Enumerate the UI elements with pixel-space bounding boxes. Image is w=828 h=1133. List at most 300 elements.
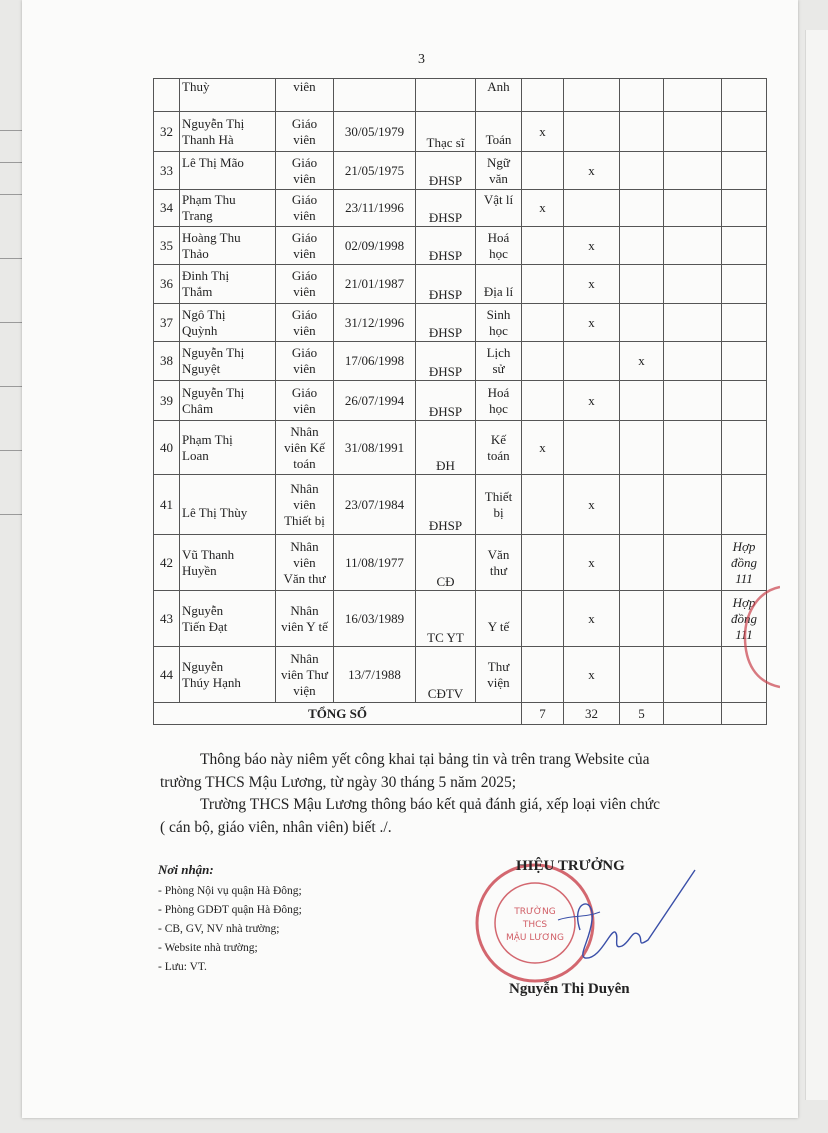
cell-mark-3 — [620, 79, 664, 112]
cell-role-line: viên — [293, 208, 316, 223]
cell-name-line: Phạm Thu — [182, 192, 236, 207]
cell-mark-3: x — [620, 342, 664, 381]
cell-note-line: 111 — [735, 570, 753, 586]
cell-mark-3 — [620, 535, 664, 591]
cell-no: 33 — [154, 152, 180, 190]
cell-role-line: viên — [293, 284, 316, 299]
cell-dob: 17/06/1998 — [334, 342, 416, 381]
cell-role-line: Giáo — [291, 115, 318, 131]
cell-role — [276, 381, 334, 421]
cell-role-line: viên Thư — [281, 666, 328, 682]
cell-note-line — [724, 171, 764, 187]
cell-note-line — [724, 361, 764, 377]
table-row — [154, 227, 767, 265]
cell-subject-line — [478, 95, 519, 111]
cell-role-line — [278, 95, 331, 111]
cell-dob: 23/07/1984 — [334, 475, 416, 535]
cell-mark-1 — [522, 152, 564, 190]
cell-role — [276, 475, 334, 535]
cell-degree — [416, 79, 476, 112]
cell-subject — [476, 475, 522, 535]
cell-dob: 21/05/1975 — [334, 152, 416, 190]
cell-note — [722, 227, 767, 265]
cell-mark-4 — [664, 535, 722, 591]
cell-mark-1 — [522, 304, 564, 342]
cell-subject-line — [478, 268, 519, 284]
cell-note-line: Hợp — [732, 538, 756, 554]
cell-subject-line: học — [489, 322, 508, 338]
cell-mark-1 — [522, 647, 564, 703]
table-row — [154, 381, 767, 421]
table-row — [154, 535, 767, 591]
cell-mark-4 — [664, 152, 722, 190]
cell-note-line — [724, 401, 764, 417]
cell-mark-2: x — [564, 475, 620, 535]
cell-name-line: Nguyệt — [182, 361, 221, 376]
cell-mark-2: x — [564, 304, 620, 342]
cell-degree: CĐTV — [416, 647, 476, 703]
cell-subject-line: Y tế — [487, 618, 510, 634]
cell-mark-3 — [620, 152, 664, 190]
cell-name — [180, 647, 276, 703]
cell-subject — [476, 79, 522, 112]
cell-mark-4 — [664, 265, 722, 304]
cell-no — [154, 79, 180, 112]
cell-name-line: Tiến Đạt — [182, 618, 228, 634]
seal-text-3: MẬU LƯƠNG — [505, 933, 565, 943]
cell-mark-1 — [522, 381, 564, 421]
cell-name-line — [182, 171, 273, 187]
total-mark-1: 7 — [522, 703, 564, 725]
cell-role — [276, 304, 334, 342]
cell-role-line: Giáo — [291, 229, 318, 245]
cell-name — [180, 227, 276, 265]
adjacent-page-edge — [0, 0, 22, 1133]
cell-mark-4 — [664, 647, 722, 703]
notice-line-3: Trường THCS Mậu Lương thông báo kết quả đánh giá, xếp loại viên chức — [200, 796, 661, 813]
recipients-list — [158, 882, 302, 977]
cell-mark-2 — [564, 342, 620, 381]
cell-mark-3 — [620, 304, 664, 342]
cell-mark-4 — [664, 79, 722, 112]
cell-subject-line: Hoá — [487, 229, 510, 245]
notice-line-2: trường THCS Mậu Lương, từ ngày 30 tháng 5 năm 2025; — [160, 774, 517, 791]
cell-name-line: Vũ Thanh — [182, 546, 235, 562]
cell-subject — [476, 421, 522, 475]
recipient-item: - Website nhà trường; — [158, 942, 258, 954]
cell-role-line: Nhân — [290, 538, 319, 554]
cell-subject-line: thư — [489, 562, 508, 578]
cell-subject — [476, 381, 522, 421]
cell-name — [180, 342, 276, 381]
adjacent-page-right — [805, 30, 828, 1100]
cell-no: 34 — [154, 190, 180, 227]
cell-role-line: Nhân — [290, 650, 319, 666]
cell-name — [180, 112, 276, 152]
cell-note-line — [724, 208, 764, 224]
cell-name-line: Trang — [182, 208, 213, 223]
cell-dob: 13/7/1988 — [334, 647, 416, 703]
cell-subject-line: Sinh — [486, 306, 511, 322]
cell-note — [722, 342, 767, 381]
cell-subject-line: Địa lí — [483, 284, 514, 299]
cell-note — [722, 265, 767, 304]
cell-name-line: Phạm Thị — [182, 431, 233, 447]
table-row — [154, 421, 767, 475]
cell-role-line: Giáo — [291, 154, 318, 170]
cell-name-line — [182, 95, 273, 111]
cell-mark-2: x — [564, 381, 620, 421]
cell-name-line: Nguyễn Thị — [182, 384, 245, 400]
cell-mark-2 — [564, 421, 620, 475]
cell-subject-line: Thư — [487, 658, 510, 674]
cell-mark-4 — [664, 190, 722, 227]
cell-subject-line: bị — [493, 504, 504, 520]
cell-name-line: Ngô Thị — [182, 306, 226, 322]
cell-dob: 16/03/1989 — [334, 591, 416, 647]
cell-subject — [476, 265, 522, 304]
cell-role — [276, 152, 334, 190]
cell-role-line: viện — [293, 682, 316, 698]
cell-degree: ĐHSP — [416, 304, 476, 342]
cell-mark-3 — [620, 265, 664, 304]
cell-name-line: Quỳnh — [182, 322, 218, 338]
cell-role-line: viên — [293, 245, 316, 261]
cell-note — [722, 421, 767, 475]
cell-degree: ĐHSP — [416, 342, 476, 381]
cell-role-line: Thiết bị — [284, 512, 325, 528]
cell-name-line: Nguyễn — [182, 602, 224, 618]
cell-name-line: Nguyễn — [182, 658, 224, 674]
cell-mark-3 — [620, 227, 664, 265]
cell-no: 44 — [154, 647, 180, 703]
cell-name-line: Lê Thị Mão — [182, 154, 244, 170]
cell-no: 43 — [154, 591, 180, 647]
principal-signature — [540, 860, 700, 970]
cell-dob: 31/08/1991 — [334, 421, 416, 475]
cell-mark-2: x — [564, 265, 620, 304]
cell-dob: 02/09/1998 — [334, 227, 416, 265]
cell-role-line: Nhân — [290, 602, 319, 618]
principal-name: Nguyễn Thị Duyên — [509, 981, 630, 997]
cell-dob: 31/12/1996 — [334, 304, 416, 342]
edge-seal-stamp — [740, 582, 780, 692]
cell-subject-line: toán — [487, 447, 510, 463]
cell-mark-3 — [620, 475, 664, 535]
cell-mark-4 — [664, 227, 722, 265]
cell-subject-line: Vật lí — [483, 192, 514, 207]
cell-mark-4 — [664, 421, 722, 475]
cell-no: 36 — [154, 265, 180, 304]
cell-note-line — [724, 307, 764, 323]
cell-name-line: Thảo — [182, 245, 209, 261]
cell-degree: ĐHSP — [416, 152, 476, 190]
cell-note — [722, 475, 767, 535]
cell-note-line: Hợp — [732, 594, 756, 610]
cell-name — [180, 152, 276, 190]
cell-name — [180, 190, 276, 227]
cell-name-line: Loan — [182, 447, 209, 463]
total-row — [154, 703, 767, 725]
cell-name-line: Thuỳ — [182, 79, 210, 94]
cell-name — [180, 304, 276, 342]
table-row — [154, 152, 767, 190]
cell-note-line — [724, 246, 764, 262]
cell-note-line — [724, 432, 764, 448]
page-number: 3 — [418, 52, 425, 67]
cell-note — [722, 152, 767, 190]
cell-no: 38 — [154, 342, 180, 381]
cell-no: 41 — [154, 475, 180, 535]
cell-role-line: Giáo — [291, 192, 318, 207]
cell-name-line: Thắm — [182, 284, 213, 299]
table-row — [154, 190, 767, 227]
cell-subject-line: viện — [487, 674, 510, 690]
cell-mark-1 — [522, 79, 564, 112]
cell-mark-1 — [522, 535, 564, 591]
cell-note-line — [724, 95, 764, 111]
cell-name-line: Thanh Hà — [182, 131, 234, 147]
cell-subject-line: Kế — [490, 431, 507, 447]
cell-subject-line: Ngữ — [487, 154, 510, 170]
cell-name-line: Lê Thị Thùy — [182, 504, 248, 520]
cell-note-line — [724, 79, 764, 95]
cell-name — [180, 475, 276, 535]
cell-role-line: viên Kế — [284, 439, 325, 455]
cell-mark-4 — [664, 112, 722, 152]
cell-mark-3 — [620, 381, 664, 421]
cell-subject-line — [478, 208, 519, 224]
cell-role — [276, 342, 334, 381]
cell-role-line: viên — [293, 79, 316, 94]
table-row — [154, 475, 767, 535]
table-row — [154, 342, 767, 381]
cell-subject-line — [478, 116, 519, 132]
cell-dob: 21/01/1987 — [334, 265, 416, 304]
cell-name — [180, 381, 276, 421]
cell-mark-4 — [664, 342, 722, 381]
cell-mark-4 — [664, 591, 722, 647]
cell-mark-2 — [564, 190, 620, 227]
cell-name-line: Thúy Hạnh — [182, 674, 241, 690]
cell-role — [276, 265, 334, 304]
cell-subject-line: học — [489, 245, 508, 261]
staff-table — [153, 78, 767, 725]
cell-mark-3 — [620, 421, 664, 475]
cell-note — [722, 112, 767, 152]
table-row — [154, 112, 767, 152]
cell-mark-2: x — [564, 647, 620, 703]
cell-no: 37 — [154, 304, 180, 342]
cell-mark-2: x — [564, 535, 620, 591]
recipient-item: - Lưu: VT. — [158, 961, 207, 973]
cell-name-line: Châm — [182, 400, 214, 416]
cell-mark-2 — [564, 112, 620, 152]
cell-role-line: Giáo — [291, 268, 318, 283]
cell-no: 39 — [154, 381, 180, 421]
seal-text-1: TRƯỜNG — [514, 907, 556, 917]
cell-subject — [476, 112, 522, 152]
total-mark-2: 32 — [564, 703, 620, 725]
cell-note-line — [724, 116, 764, 132]
cell-role — [276, 79, 334, 112]
cell-note-line: đồng — [731, 554, 757, 570]
total-mark-3: 5 — [620, 703, 664, 725]
recipient-item: - CB, GV, NV nhà trường; — [158, 923, 280, 935]
cell-note-line — [724, 323, 764, 339]
cell-role-line: viên — [293, 496, 316, 512]
cell-name — [180, 265, 276, 304]
cell-note — [722, 79, 767, 112]
cell-role-line: Nhân — [290, 423, 319, 439]
notice-line-1: Thông báo này niêm yết công khai tại bảng tin và trên trang Website của — [200, 751, 650, 768]
cell-mark-4 — [664, 475, 722, 535]
cell-dob — [334, 79, 416, 112]
cell-mark-2: x — [564, 591, 620, 647]
cell-role-line: viên — [293, 322, 316, 338]
recipients-title: Nơi nhận: — [158, 862, 214, 877]
notice-line-4: ( cán bộ, giáo viên, nhân viên) biết ./. — [160, 819, 392, 836]
cell-mark-3 — [620, 647, 664, 703]
cell-mark-1 — [522, 227, 564, 265]
cell-role-line: Giáo — [291, 306, 318, 322]
cell-role-line: Văn thư — [283, 570, 326, 586]
cell-role-line: viên — [293, 554, 316, 570]
cell-role-line: Giáo — [291, 345, 318, 360]
cell-role-line: viên — [293, 170, 316, 186]
cell-mark-1: x — [522, 190, 564, 227]
cell-name — [180, 421, 276, 475]
cell-mark-4 — [664, 304, 722, 342]
total-label: TỔNG SỐ — [154, 703, 522, 725]
cell-subject-line: văn — [489, 170, 508, 186]
cell-role — [276, 535, 334, 591]
cell-no: 32 — [154, 112, 180, 152]
cell-degree: ĐHSP — [416, 227, 476, 265]
cell-subject-line: Văn — [487, 546, 510, 562]
cell-mark-1: x — [522, 421, 564, 475]
cell-subject-line: học — [489, 400, 508, 416]
cell-subject — [476, 152, 522, 190]
cell-dob: 23/11/1996 — [334, 190, 416, 227]
cell-name-line: Huyền — [182, 562, 217, 578]
cell-no: 42 — [154, 535, 180, 591]
cell-note — [722, 304, 767, 342]
cell-mark-3 — [620, 112, 664, 152]
cell-role — [276, 421, 334, 475]
cell-note-line — [724, 489, 764, 505]
cell-mark-2: x — [564, 227, 620, 265]
cell-note-line — [724, 192, 764, 208]
cell-subject — [476, 591, 522, 647]
cell-name — [180, 591, 276, 647]
cell-subject-line: Hoá — [487, 384, 510, 400]
cell-note-line: đồng — [731, 610, 757, 626]
cell-degree: ĐH — [416, 421, 476, 475]
cell-note-line — [724, 132, 764, 148]
cell-mark-1 — [522, 342, 564, 381]
cell-role — [276, 647, 334, 703]
cell-role — [276, 591, 334, 647]
cell-mark-1 — [522, 475, 564, 535]
cell-name — [180, 535, 276, 591]
cell-no: 35 — [154, 227, 180, 265]
cell-role-line: viên Y tế — [281, 618, 328, 634]
cell-subject — [476, 342, 522, 381]
cell-degree: ĐHSP — [416, 475, 476, 535]
cell-subject — [476, 190, 522, 227]
cell-degree: TC YT — [416, 591, 476, 647]
cell-mark-1 — [522, 265, 564, 304]
cell-no: 40 — [154, 421, 180, 475]
cell-note-line — [724, 345, 764, 361]
table-row — [154, 647, 767, 703]
cell-name-line: Nguyễn Thị — [182, 115, 245, 131]
cell-role-line: viên — [293, 361, 316, 376]
cell-role — [276, 112, 334, 152]
cell-name-line: Hoàng Thu — [182, 229, 241, 245]
cell-degree: ĐHSP — [416, 190, 476, 227]
cell-name-line: Nguyễn Thị — [182, 345, 245, 360]
cell-role-line: viên — [293, 400, 316, 416]
cell-mark-3 — [620, 190, 664, 227]
cell-degree: ĐHSP — [416, 381, 476, 421]
principal-title: HIỆU TRƯỞNG — [516, 858, 625, 874]
cell-degree: Thạc sĩ — [416, 112, 476, 152]
cell-subject-line: Toán — [485, 131, 512, 147]
cell-mark-2 — [564, 79, 620, 112]
table-row — [154, 265, 767, 304]
cell-role-line: Nhân — [290, 480, 319, 496]
cell-degree: ĐHSP — [416, 265, 476, 304]
cell-note — [722, 381, 767, 421]
cell-subject-line — [478, 603, 519, 619]
cell-note-line — [724, 284, 764, 300]
cell-subject-line: sử — [492, 361, 505, 376]
cell-subject — [476, 535, 522, 591]
cell-note-line — [724, 448, 764, 464]
cell-note-line — [724, 230, 764, 246]
cell-note-line — [724, 155, 764, 171]
cell-note-line: 111 — [735, 626, 753, 642]
cell-name-line — [182, 489, 273, 505]
recipient-item: - Phòng Nội vụ quận Hà Đông; — [158, 885, 302, 897]
cell-dob: 11/08/1977 — [334, 535, 416, 591]
cell-name-line: Đinh Thị — [182, 268, 230, 283]
cell-dob: 26/07/1994 — [334, 381, 416, 421]
cell-subject-line: Anh — [487, 79, 510, 94]
cell-mark-3 — [620, 591, 664, 647]
cell-mark-1 — [522, 591, 564, 647]
cell-degree: CĐ — [416, 535, 476, 591]
cell-note — [722, 190, 767, 227]
seal-text-2: THCS — [522, 920, 548, 930]
cell-note-line — [724, 505, 764, 521]
cell-note-line — [724, 385, 764, 401]
recipient-item: - Phòng GDĐT quận Hà Đông; — [158, 904, 302, 916]
cell-subject-line: Lịch — [486, 345, 511, 360]
total-note — [722, 703, 767, 725]
cell-note-line — [724, 268, 764, 284]
cell-role-line: toán — [293, 455, 316, 471]
cell-subject — [476, 227, 522, 265]
cell-mark-4 — [664, 381, 722, 421]
cell-subject-line: Thiết — [484, 488, 513, 504]
cell-role — [276, 190, 334, 227]
cell-role-line: viên — [293, 131, 316, 147]
cell-mark-2: x — [564, 152, 620, 190]
cell-role — [276, 227, 334, 265]
